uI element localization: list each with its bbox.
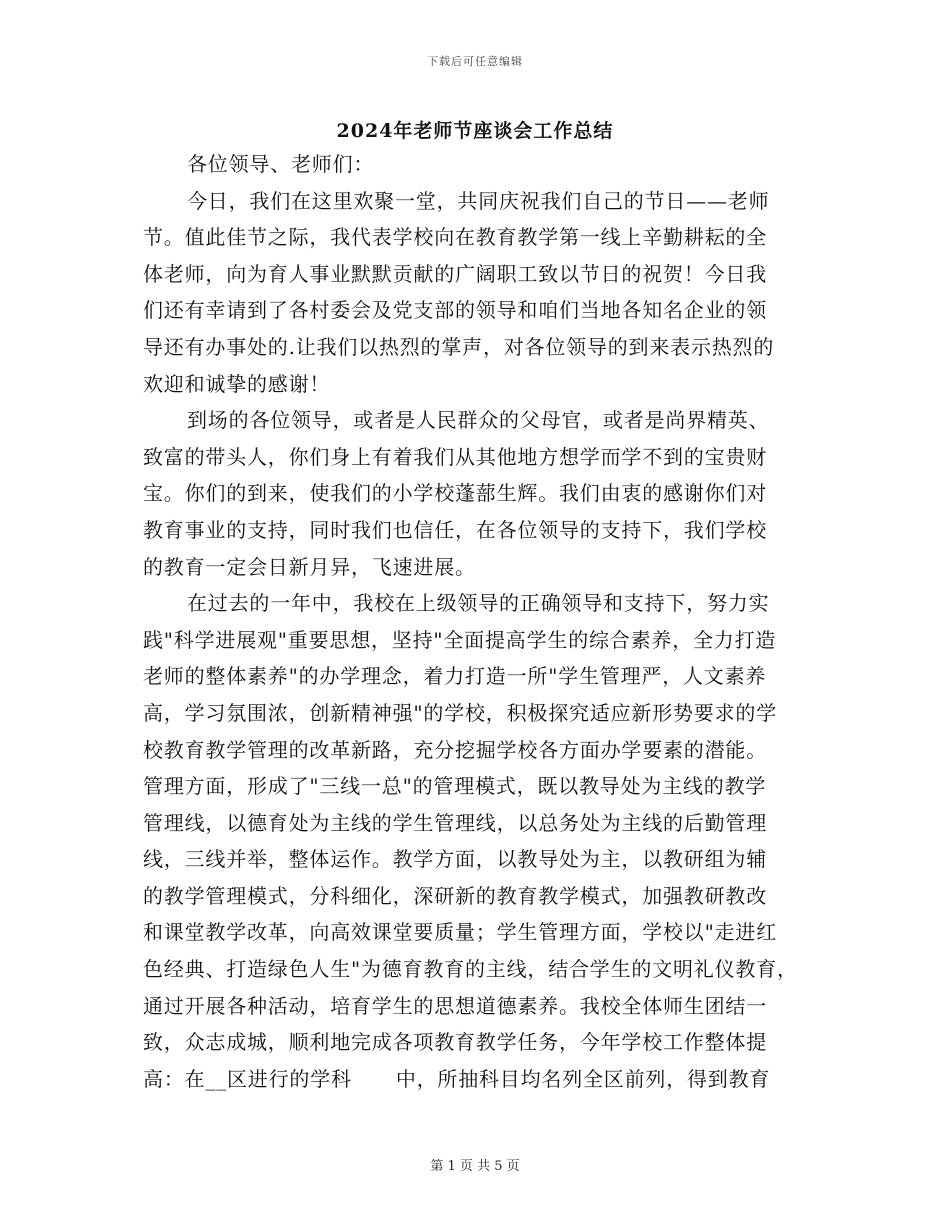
text-line: 体老师，向为育人事业默默贡献的广阔职工致以节日的祝贺！今日我 bbox=[143, 261, 767, 286]
text-line: 导还有办事处的.让我们以热烈的掌声，对各位领导的到来表示热烈的 bbox=[143, 334, 775, 359]
text-line: 高，学习氛围浓，创新精神强"的学校，积极探究适应新形势要求的学 bbox=[143, 700, 777, 725]
text-segment: 高：在__区进行的学科 bbox=[143, 1066, 352, 1091]
text-line: 欢迎和诚挚的感谢！ bbox=[143, 371, 331, 396]
text-line: 在过去的一年中，我校在上级领导的正确领导和支持下，努力实 bbox=[187, 591, 770, 616]
text-line: 和课堂教学改革，向高效课堂要质量；学生管理方面，学校以"走进红 bbox=[143, 920, 777, 945]
text-line: 的教学管理模式，分科细化，深研新的教育教学模式，加强教研教改 bbox=[143, 883, 767, 908]
text-line: 色经典、打造绿色人生"为德育教育的主线，结合学生的文明礼仪教育， bbox=[143, 957, 798, 982]
text-line: 线，三线并举，整体运作。教学方面，以教导处为主，以教研组为辅 bbox=[143, 847, 767, 872]
text-line: 宝。你们的到来，使我们的小学校蓬蔀生辉。我们由衷的感谢你们对 bbox=[143, 481, 767, 506]
text-line: 教育事业的支持，同时我们也信任，在各位领导的支持下，我们学校 bbox=[143, 517, 767, 542]
text-line: 致，众志成城，顺利地完成各项教育教学任务，今年学校工作整体提 bbox=[143, 1030, 767, 1055]
salutation-line: 各位领导、老师们： bbox=[187, 152, 375, 176]
text-line: 践"科学进展观"重要思想，坚持"全面提高学生的综合素养，全力打造 bbox=[143, 627, 777, 652]
text-line: 通过开展各种活动，培育学生的思想道德素养。我校全体师生团结一 bbox=[143, 993, 767, 1018]
text-line-with-blank bbox=[143, 1061, 815, 1098]
text-line: 致富的带头人，你们身上有着我们从其他地方想学而学不到的宝贵财 bbox=[143, 444, 767, 469]
text-line: 老师的整体素养"的办学理念，着力打造一所"学生管理严，人文素养 bbox=[143, 664, 767, 689]
document-title: 2024年老师节座谈会工作总结 bbox=[336, 120, 614, 142]
text-line: 校教育教学管理的改革新路，充分挖掘学校各方面办学要素的潜能。 bbox=[143, 737, 767, 762]
text-line: 到场的各位领导，或者是人民群众的父母官，或者是尚界精英、 bbox=[187, 408, 770, 433]
text-segment: 中，所抽科目均名列全区前列，得到教育 bbox=[395, 1066, 771, 1091]
text-line: 的教育一定会日新月异，飞速进展。 bbox=[143, 554, 476, 579]
page-header-note: 下载后可任意编辑 bbox=[427, 55, 523, 68]
text-line: 们还有幸请到了各村委会及党支部的领导和咱们当地各知名企业的领 bbox=[143, 298, 767, 323]
text-line: 管理线，以德育处为主线的学生管理线，以总务处为主线的后勤管理 bbox=[143, 810, 767, 835]
page-footer-number: 第 1 页 共 5 页 bbox=[430, 1159, 520, 1174]
text-line: 节。值此佳节之际，我代表学校向在教育教学第一线上辛勤耕耘的全 bbox=[143, 225, 767, 250]
text-line: 今日，我们在这里欢聚一堂，共同庆祝我们自己的节日——老师 bbox=[187, 188, 770, 213]
document-body bbox=[143, 146, 815, 1097]
text-line: 管理方面，形成了"三线一总"的管理模式，既以教导处为主线的教学 bbox=[143, 774, 767, 799]
